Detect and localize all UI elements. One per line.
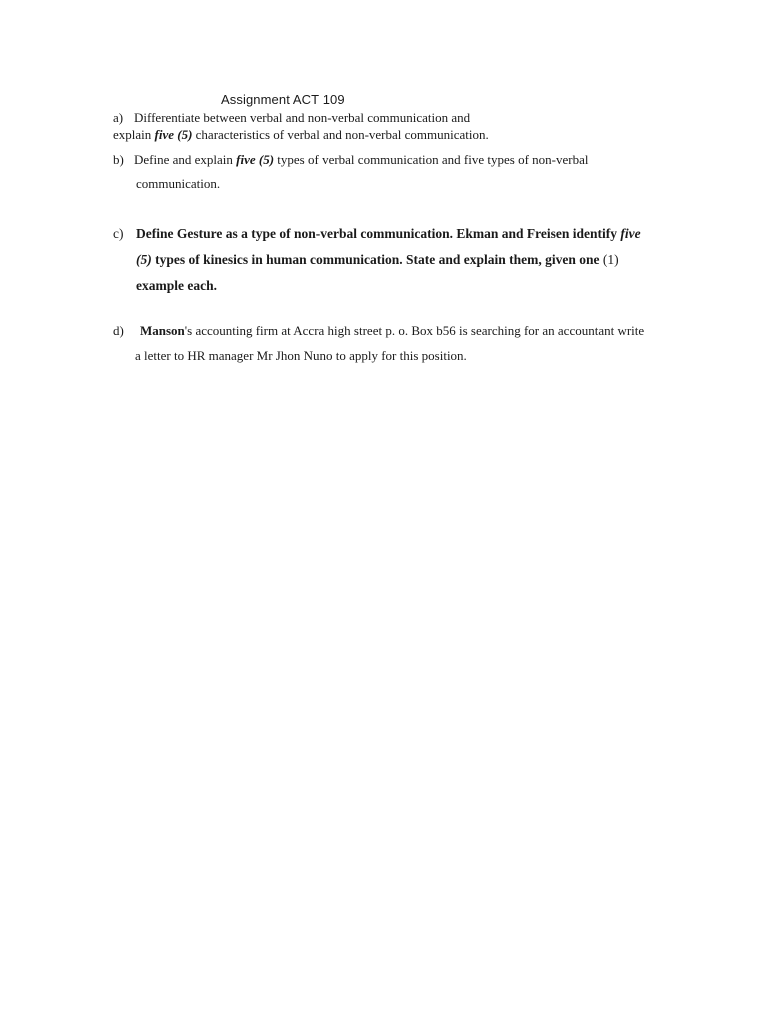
question-line: (5) types of kinesics in human communication. State and explain them, given one (1): [136, 252, 619, 267]
question-line: Define and explain five (5) types of verbal communication and five types of non-verbal: [134, 152, 589, 167]
question-line: explain five (5) characteristics of verbal and non-verbal communication.: [113, 127, 489, 142]
emphasis-text: (5): [136, 252, 152, 267]
page-title: Assignment ACT 109: [221, 92, 345, 107]
question-line: example each.: [136, 278, 217, 293]
emphasis-text: five (5): [236, 152, 275, 167]
question-line: communication.: [136, 176, 221, 191]
question-line: Differentiate between verbal and non-verbal communication and: [134, 110, 471, 125]
question-line: a letter to HR manager Mr Jhon Nuno to apply for this position.: [135, 348, 467, 363]
question-label: c): [113, 226, 124, 241]
emphasis-text: five (5): [154, 127, 193, 142]
question-label: d): [113, 323, 124, 338]
question-label: a): [113, 110, 124, 125]
question-line: Manson's accounting firm at Accra high street p. o. Box b56 is searching for an accountant write: [140, 323, 645, 338]
question-line: Define Gesture as a type of non-verbal communication. Ekman and Freisen identify five: [136, 226, 641, 241]
emphasis-text: Manson: [140, 323, 185, 338]
emphasis-text: five: [620, 226, 641, 241]
question-label: b): [113, 152, 124, 167]
